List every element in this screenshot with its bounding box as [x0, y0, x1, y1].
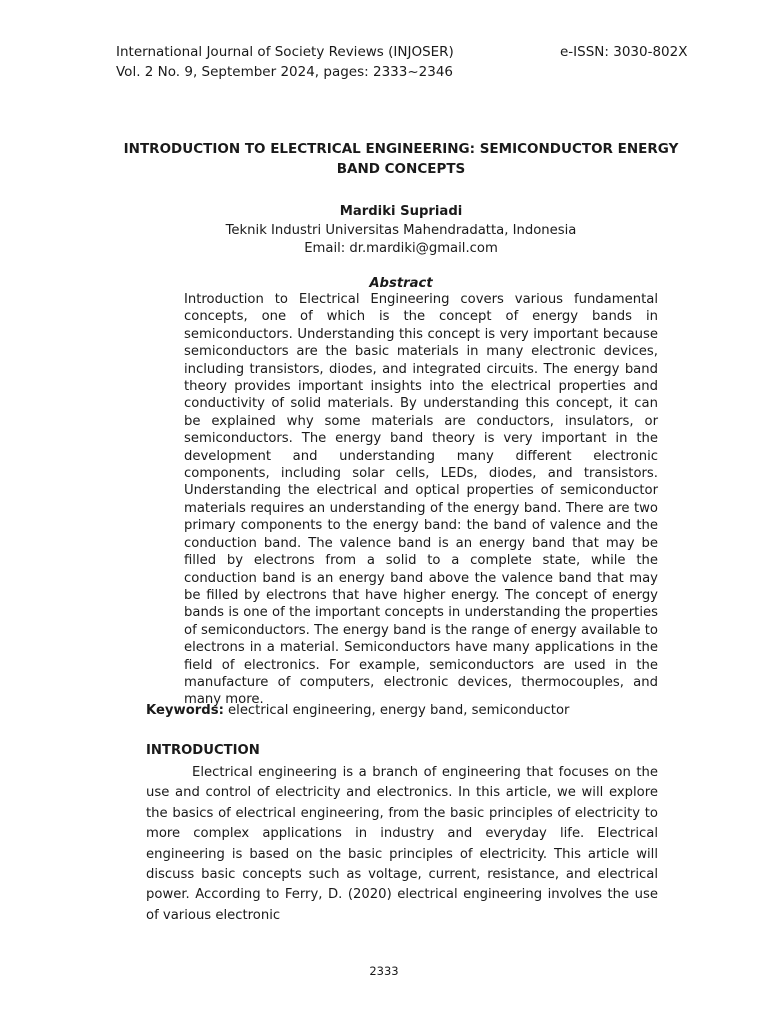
author-block [120, 203, 682, 259]
keywords-label: Keywords: [146, 703, 224, 718]
keywords-text: electrical engineering, energy band, semiconductor [223, 703, 570, 718]
author-affiliation: Teknik Industri Universitas Mahendradatta, Indonesia [225, 222, 577, 238]
introduction-heading: INTRODUCTION [146, 743, 260, 758]
paper-title: INTRODUCTION TO ELECTRICAL ENGINEERING: SEMICONDUCTOR ENERGY BAND CONCEPTS [123, 141, 679, 177]
journal-header [116, 42, 454, 82]
author-email: Email: dr.mardiki@gmail.com [304, 241, 498, 256]
abstract-text: Introduction to Electrical Engineering covers various fundamental concepts, one of which is the concept of energy bands in semiconductors. Understanding this concept is very important because semiconductors are the basic materials in many electronic devices, including transistors, diodes, and integrated circuits. The energy band theory provides important insights into the electrical properties and conductivity of solid materials. By understanding this concept, it can be explained why some materials are conductors, insulators, or semiconductors. The energy band theory is very important in the development and understanding many different electronic components, including solar cells, LEDs, diodes, and transistors. Understanding the electrical and optical properties of semiconductor materials requires an understanding of the energy band. There are two primary components to the energy band: the band of valence and the conduction band. The valence band is an energy band that may be filled by electrons from a solid to a complete state, while the conduction band is an energy band above the valence band that may be filled by electrons that have higher energy. The concept of energy bands is one of the important concepts in understanding the properties of semiconductors. The energy band is the range of energy available to electrons in a material. Semiconductors have many applications in the field of electronics. For example, semiconductors are used in the manufacture of computers, electronic devices, thermocouples, and many more. [184, 292, 658, 708]
journal-eissn: e-ISSN: 3030-802X [560, 44, 688, 60]
introduction-text: Electrical engineering is a branch of engineering that focuses on the use and control of electricity and electronics. In this article, we will explore the basics of electrical engineering, from the basic principles of electricity to more complex applications in industry and everyday life. Electrical engineering is based on the basic principles of electricity. This article will discuss basic concepts such as voltage, current, resistance, and electrical power. According to Ferry, D. (2020) electrical engineering involves the use of various electronic [146, 765, 658, 923]
author-name: Mardiki Supriadi [339, 204, 463, 219]
journal-name: International Journal of Society Reviews (INJOSER) [116, 44, 454, 60]
keywords [146, 702, 569, 720]
page-number: 2333 [369, 964, 399, 978]
abstract-heading: Abstract [369, 276, 433, 291]
journal-issue: Vol. 2 No. 9, September 2024, pages: 2333~2346 [116, 64, 453, 80]
